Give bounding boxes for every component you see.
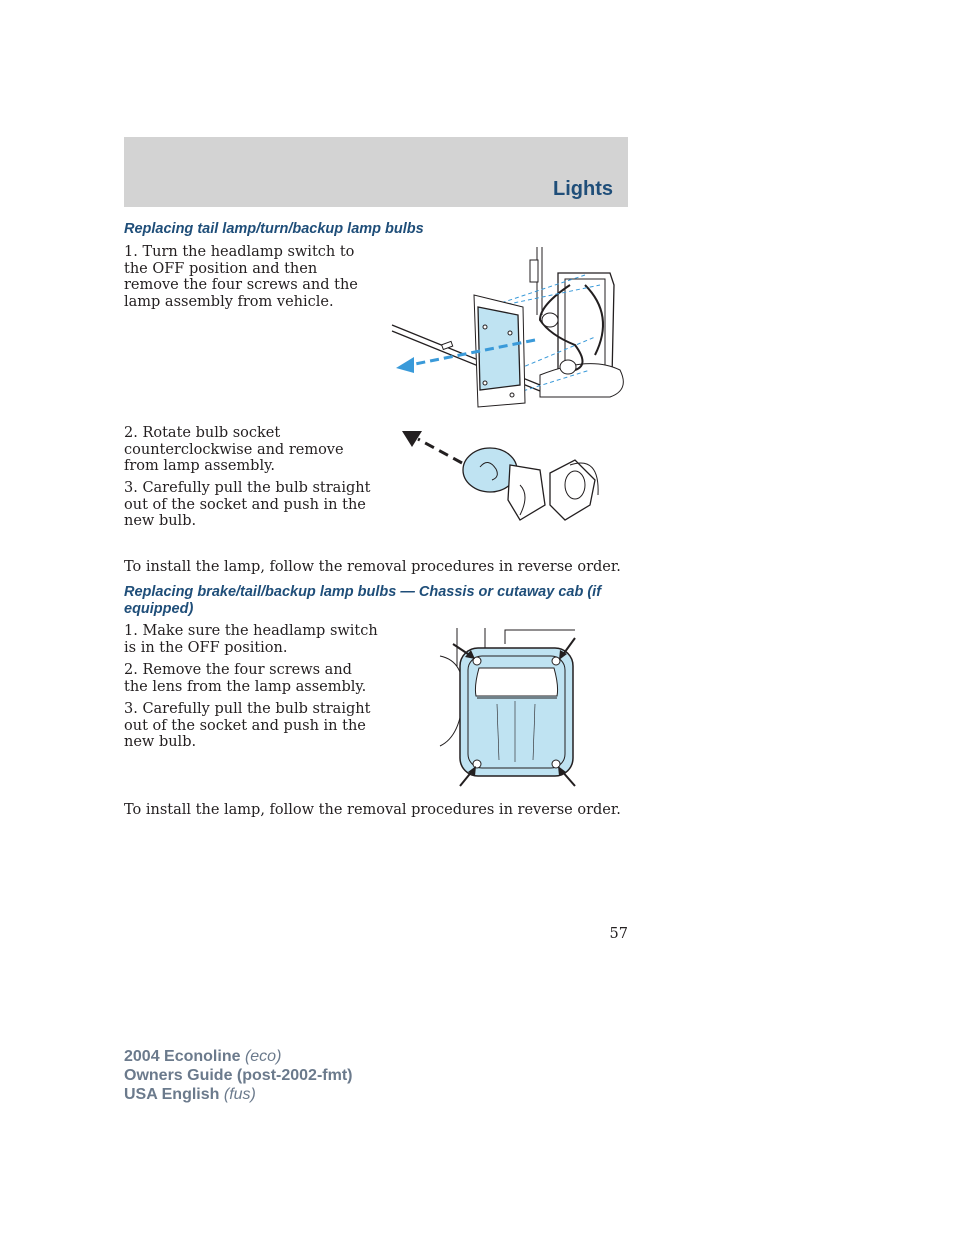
footer-guide: Owners Guide (post-2002-fmt) — [124, 1067, 353, 1084]
section2-install-note: To install the lamp, follow the removal procedures in reverse order. — [124, 802, 621, 818]
page-number: 57 — [609, 926, 628, 942]
section1-step2: 2. Rotate bulb socket counterclockwise and remove from lamp assembly. — [124, 425, 344, 474]
footer-language: USA English — [124, 1086, 220, 1103]
section-header-bar — [124, 137, 628, 207]
footer-model: 2004 Econoline — [124, 1048, 241, 1065]
section2-heading: Replacing brake/tail/backup lamp bulbs — Chassis or cutaway cab (if equipped) — [124, 584, 602, 617]
section2-step2: 2. Remove the four screws and the lens from the lamp assembly. — [124, 662, 367, 695]
section1-heading: Replacing tail lamp/turn/backup lamp bulbs — [124, 221, 424, 237]
footer-model-code: (eco) — [244, 1048, 282, 1065]
section2-step3: 3. Carefully pull the bulb straight out of the socket and push in the new bulb. — [124, 701, 371, 750]
footer-language-code: (fus) — [223, 1086, 256, 1103]
chassis-lamp-illustration — [435, 626, 585, 788]
document-footer — [124, 1047, 352, 1104]
tail-lamp-removal-illustration — [390, 245, 630, 410]
section1-step3: 3. Carefully pull the bulb straight out of the socket and push in the new bulb. — [124, 480, 371, 529]
section2-step1: 1. Make sure the headlamp switch is in the OFF position. — [124, 623, 378, 656]
bulb-socket-illustration — [400, 425, 610, 540]
section1-install-note: To install the lamp, follow the removal procedures in reverse order. — [124, 559, 621, 575]
section1-step1: 1. Turn the headlamp switch to the OFF position and then remove the four screws and the lamp assembly from vehicle. — [124, 244, 358, 310]
section-title: Lights — [553, 178, 613, 200]
